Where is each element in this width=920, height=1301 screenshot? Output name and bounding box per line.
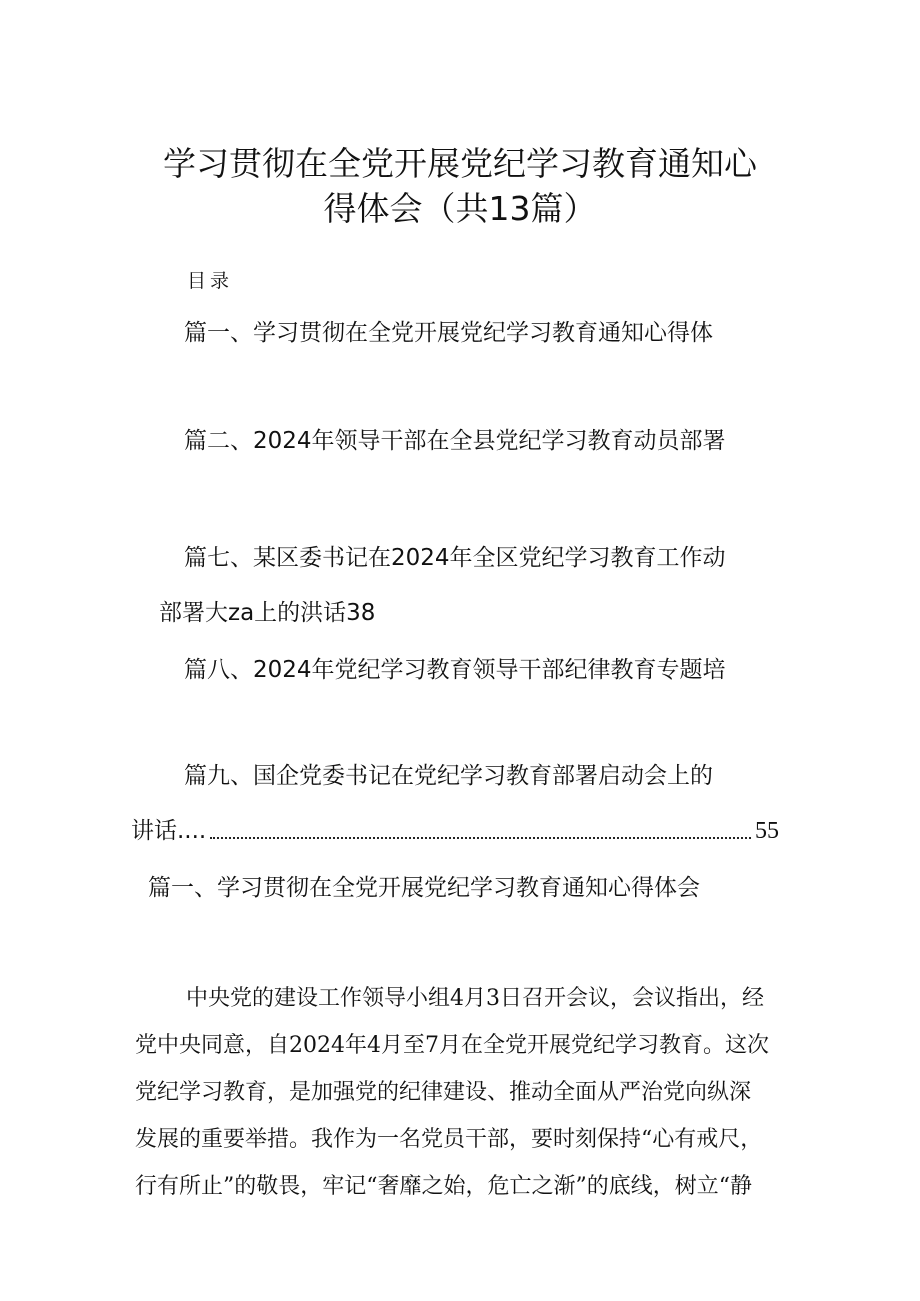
- toc-entry-5-continued[interactable]: [131, 816, 779, 846]
- body-paragraph-line-3: 党纪学习教育，是加强党的纪律建设、推动全面从严治党向纵深: [135, 1080, 752, 1105]
- toc-entry-3-continued[interactable]: 部署大za上的洪话38: [159, 600, 376, 626]
- toc-page-number: 55: [755, 818, 779, 844]
- body-paragraph-line-1: 中央党的建设工作领导小组4月3日召开会议，会议指出，经: [186, 986, 764, 1011]
- document-title-line-1: 学习贯彻在全党开展党纪学习教育通知心: [163, 144, 757, 183]
- body-paragraph-line-4: 发展的重要举措。我作为一名党员干部，要时刻保持“心有戒尺，: [135, 1127, 763, 1152]
- toc-entry-3[interactable]: 篇七、某区委书记在2024年全区党纪学习教育工作动: [184, 545, 726, 571]
- section-heading: 篇一、学习贯彻在全党开展党纪学习教育通知心得体会: [148, 875, 700, 901]
- toc-entry-5[interactable]: 篇九、国企党委书记在党纪学习教育部署启动会上的: [184, 763, 713, 789]
- toc-leader-text: 讲话....: [131, 818, 207, 844]
- body-paragraph-line-5: 行有所止”的敬畏，牢记“奢靡之始，危亡之渐”的底线，树立“静: [135, 1174, 752, 1199]
- body-paragraph-line-2: 党中央同意，自2024年4月至7月在全党开展党纪学习教育。这次: [135, 1033, 769, 1058]
- document-title-line-2: 得体会（共13篇）: [323, 189, 597, 228]
- toc-entry-2[interactable]: 篇二、2024年领导干部在全县党纪学习教育动员部署: [184, 428, 726, 454]
- toc-entry-4[interactable]: 篇八、2024年党纪学习教育领导干部纪律教育专题培: [184, 657, 726, 683]
- toc-label: 目录: [187, 270, 234, 292]
- toc-dot-leader: [210, 837, 751, 839]
- toc-entry-1[interactable]: 篇一、学习贯彻在全党开展党纪学习教育通知心得体: [184, 320, 713, 346]
